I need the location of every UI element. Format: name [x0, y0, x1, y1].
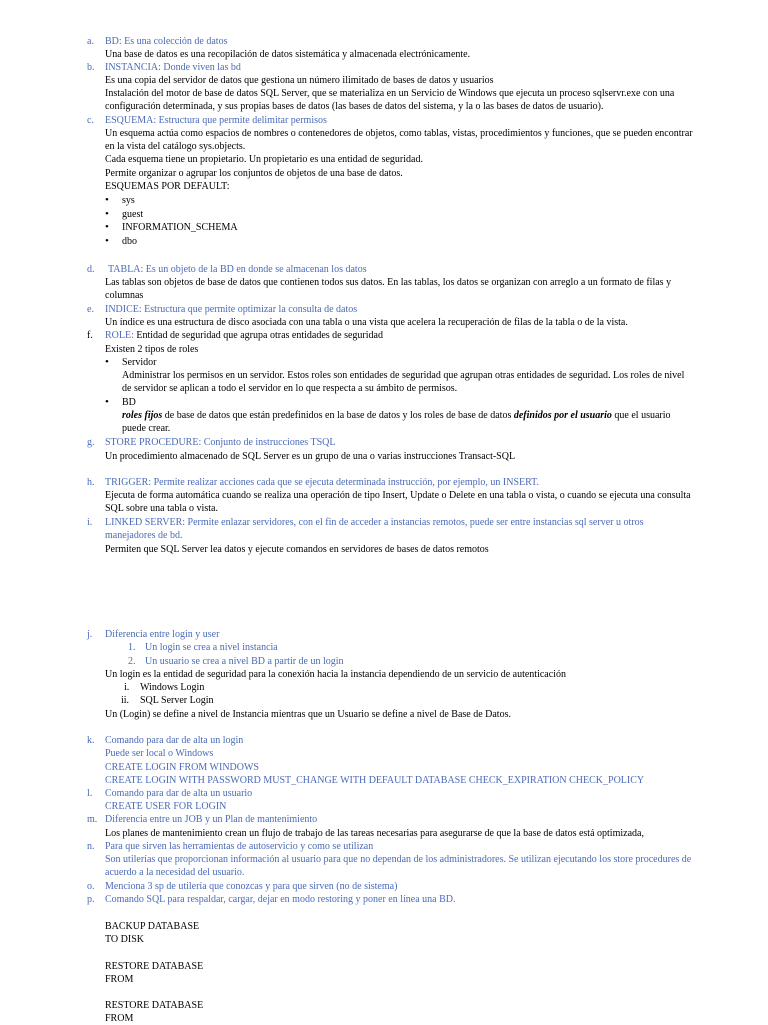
bullet-icon: • [105, 235, 109, 247]
role-label: ROLE: [105, 330, 134, 341]
text-line: Permite organizar o agrupar los conjuntos de objetos de una base de datos. [105, 168, 403, 179]
roman-item: SQL Server Login [140, 695, 214, 706]
text-line: SQL sobre una tabla o vista. [105, 503, 218, 514]
marker-a: a. [87, 36, 94, 47]
text-line: Administrar los permisos en un servidor. Estos roles son entidades de seguridad que agrupan otras entidades de seguridad. Los roles de nivel [122, 370, 685, 381]
heading-role [105, 329, 383, 342]
marker-o: o. [87, 881, 95, 892]
heading-job-plan: Diferencia entre un JOB y un Plan de mantenimiento [105, 814, 318, 825]
heading-autoservicio: Para que sirven las herramientas de autoservicio y como se utilizan [105, 841, 374, 852]
bullet-icon: • [105, 194, 109, 206]
marker-l: l. [87, 788, 93, 799]
marker-d: d. [87, 264, 95, 275]
marker-h: h. [87, 477, 95, 488]
text-span: de base de datos que están predefinidos en la base de datos y los roles de base de datos [162, 410, 514, 421]
list-item-servidor: Servidor [122, 357, 157, 368]
marker-p: p. [87, 894, 95, 905]
marker-f: f. [87, 330, 93, 341]
marker-b: b. [87, 62, 95, 73]
roman-marker: i. [124, 682, 130, 693]
code-line: CREATE LOGIN FROM WINDOWS [105, 762, 259, 773]
text-line: Los planes de mantenimiento crean un flujo de trabajo de las tareas necesarias para asegurarse de que la base de datos está optimizada, [105, 828, 644, 839]
marker-n: n. [87, 841, 95, 852]
text-line: Un login es la entidad de seguridad para la conexión hacia la instancia dependiendo de un servicio de autenticación [105, 669, 566, 680]
text-line: en la vista del catálogo sys.objects. [105, 141, 246, 152]
numbered-item: Un usuario se crea a nivel BD a partir de un login [145, 656, 344, 667]
code-line: RESTORE DATABASE [105, 1000, 204, 1011]
bullet-icon: • [105, 356, 109, 368]
marker-c: c. [87, 115, 94, 126]
heading-alta-login: Comando para dar de alta un login [105, 735, 244, 746]
text-line: Una base de datos es una recopilación de datos sistemática y almacenada electrónicamente. [105, 49, 471, 60]
definidos-text: definidos por el usuario [513, 410, 612, 421]
text-line: ESQUEMAS POR DEFAULT: [105, 181, 230, 192]
marker-k: k. [87, 735, 95, 746]
heading-linked-server-cont: manejadores de bd. [105, 530, 183, 541]
marker-e: e. [87, 304, 94, 315]
code-line: CREATE USER FOR LOGIN [105, 801, 227, 812]
text-line: Ejecuta de forma automática cuando se realiza una operación de tipo Insert, Update o Delete en una tabla o vista, o cuando se ejecuta una consulta [105, 490, 691, 501]
text-line: Un (Login) se define a nivel de Instancia mientras que un Usuario se define a nivel de Base de Datos. [105, 709, 511, 720]
marker-g: g. [87, 437, 95, 448]
roman-item: Windows Login [140, 682, 205, 693]
bullet-icon: • [105, 221, 109, 233]
text-line: Un esquema actúa como espacios de nombres o contenedores de objetos, como tablas, vistas, procedimientos y funciones, que se pueden encontrar [105, 128, 693, 139]
heading-comando-sql: Comando SQL para respaldar, cargar, dejar en modo restoring y poner en línea una BD. [105, 894, 456, 905]
code-line: FROM [105, 1013, 134, 1024]
text-line: puede crear. [122, 423, 171, 434]
code-line: CREATE LOGIN WITH PASSWORD MUST_CHANGE WITH DEFAULT DATABASE CHECK_EXPIRATION CHECK_POLICY [105, 775, 645, 786]
list-item: INFORMATION_SCHEMA [122, 222, 238, 233]
bullet-icon: • [105, 396, 109, 408]
heading-alta-usuario: Comando para dar de alta un usuario [105, 788, 253, 799]
roman-marker: ii. [121, 695, 130, 706]
heading-indice: INDICE: Estructura que permite optimizar la consulta de datos [105, 304, 358, 315]
text-line: configuración determinada, y sus propias bases de datos (las bases de datos del sistema, y la o las bases de datos de usuario). [105, 101, 604, 112]
list-item: sys [122, 195, 135, 206]
numbered-item: Un login se crea a nivel instancia [145, 642, 278, 653]
text-line: Cada esquema tiene un propietario. Un propietario es una entidad de seguridad. [105, 154, 423, 165]
code-line: RESTORE DATABASE [105, 961, 204, 972]
text-line: Permiten que SQL Server lea datos y ejecute comandos en servidores de bases de datos remotos [105, 544, 489, 555]
heading-instancia: INSTANCIA: Donde viven las bd [105, 62, 241, 73]
text-line: de servidor se aplican a todo el servidor en lo que respecta a su ámbito de permisos. [122, 383, 458, 394]
text-line: Instalación del motor de base de datos SQL Server, que se materializa en un Servicio de Windows que ejecuta un proceso sqlservr.exe con una [105, 88, 675, 99]
code-line: FROM [105, 974, 134, 985]
text-line: Puede ser local o Windows [105, 748, 214, 759]
text-line: Existen 2 tipos de roles [105, 344, 199, 355]
heading-linked-server: LINKED SERVER: Permite enlazar servidores, con el fin de acceder a instancias remotos, puede ser entre instancias sql server u otros [105, 517, 644, 528]
bullet-icon: • [105, 208, 109, 220]
text-span: que el usuario [611, 410, 671, 421]
text-line: Es una copia del servidor de datos que gestiona un número ilimitado de bases de datos y usuarios [105, 75, 494, 86]
heading-trigger: TRIGGER: Permite realizar acciones cada que se ejecuta determinada instrucción, por ejemplo, un INSERT. [105, 477, 540, 488]
numbered-marker: 1. [128, 642, 136, 653]
heading-sp-utileria: Menciona 3 sp de utilería que conozcas y para que sirven (no de sistema) [105, 881, 398, 892]
heading-store-procedure: STORE PROCEDURE: Conjunto de instrucciones TSQL [105, 437, 336, 448]
heading-bd: BD: Es una colección de datos [105, 36, 228, 47]
role-description: Entidad de seguridad que agrupa otras entidades de seguridad [133, 330, 383, 341]
marker-m: m. [87, 814, 98, 825]
text-line: Un procedimiento almacenado de SQL Server es un grupo de una o varias instrucciones Transact-SQL [105, 451, 516, 462]
heading-tabla: TABLA: Es un objeto de la BD en donde se almacenan los datos [108, 264, 367, 275]
roles-fijos-text: roles fijos [122, 410, 163, 421]
code-line: BACKUP DATABASE [105, 921, 200, 932]
list-item: dbo [122, 236, 137, 247]
numbered-marker: 2. [128, 656, 136, 667]
heading-esquema: ESQUEMA: Estructura que permite delimitar permisos [105, 115, 327, 126]
text-line [122, 409, 671, 422]
list-item: guest [122, 209, 144, 220]
heading-login-user: Diferencia entre login y user [105, 629, 220, 640]
text-line: columnas [105, 290, 144, 301]
text-line: acuerdo a la necesidad del usuario. [105, 867, 245, 878]
code-line: TO DISK [105, 934, 144, 945]
marker-j: j. [87, 629, 93, 640]
text-line: Son utilerías que proporcionan información al usuario para que no dependan de los administradores. Se utilizan ejecutando los store procedures de [105, 854, 692, 865]
list-item-bd: BD [122, 397, 136, 408]
text-line: Las tablas son objetos de base de datos que contienen todos sus datos. En las tablas, los datos se organizan con arreglo a un formato de filas y [105, 277, 672, 288]
text-line: Un índice es una estructura de disco asociada con una tabla o una vista que acelera la recuperación de filas de la tabla o de la vista. [105, 317, 628, 328]
marker-i: i. [87, 517, 93, 528]
